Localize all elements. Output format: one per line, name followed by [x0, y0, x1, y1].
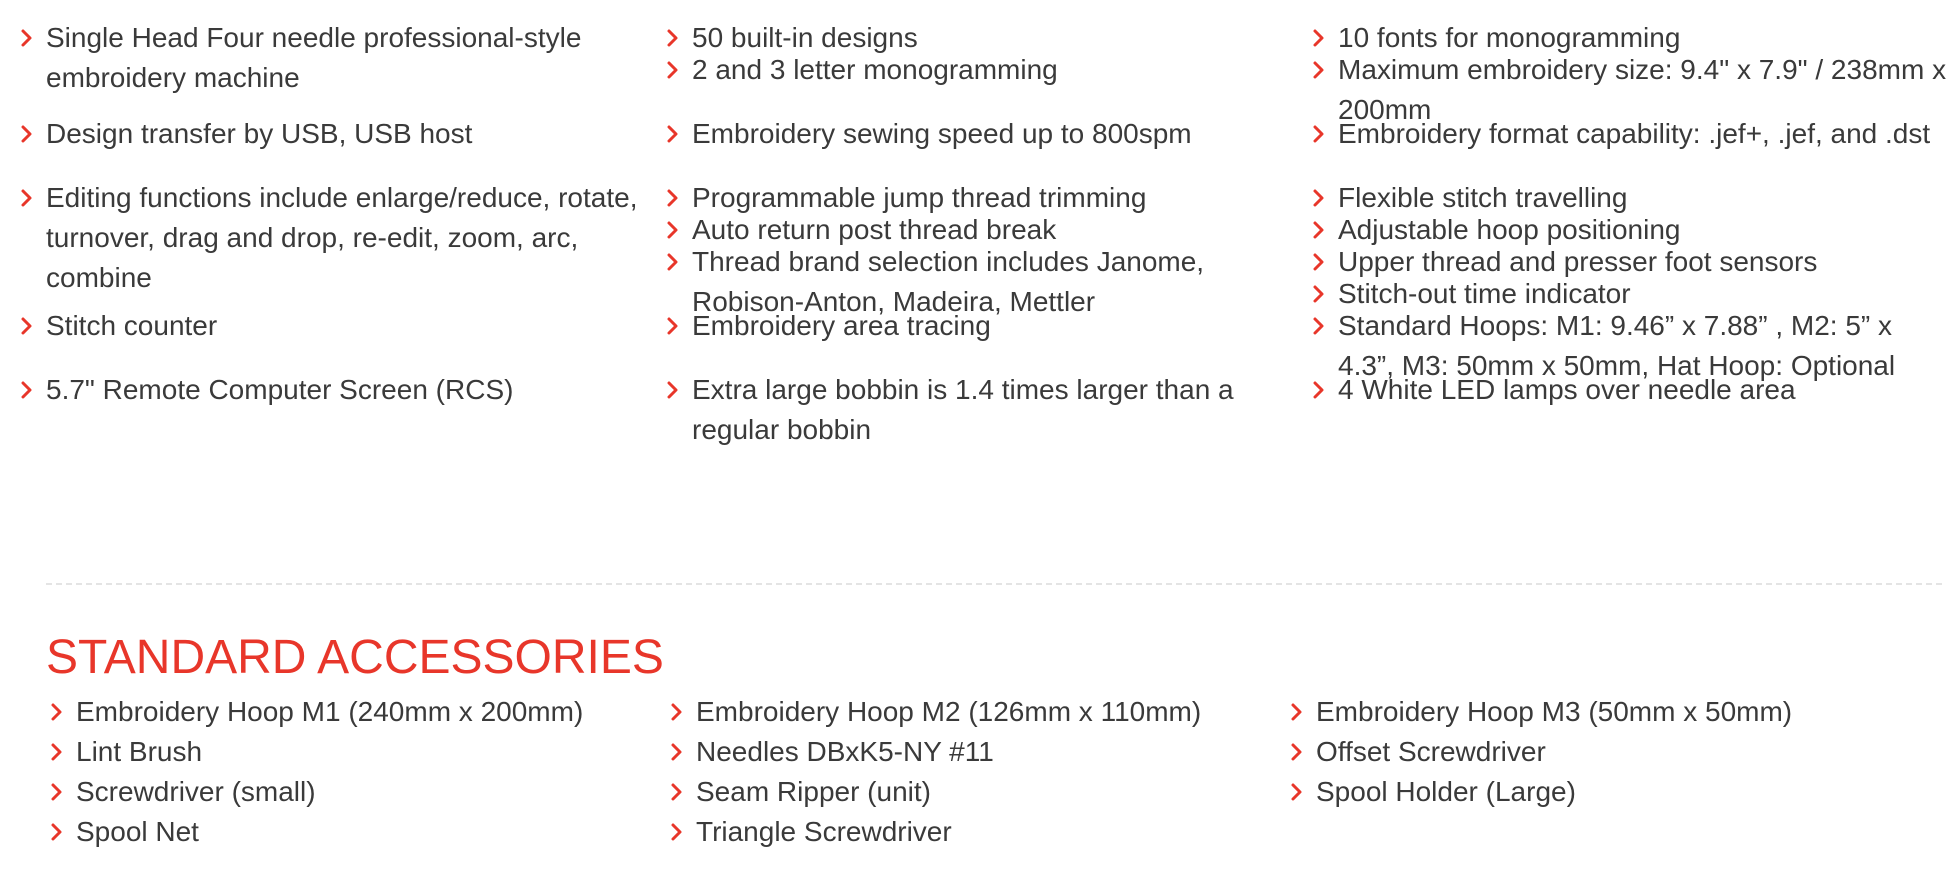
chevron-right-icon	[1286, 692, 1310, 732]
feature-item	[14, 370, 664, 410]
feature-item	[14, 306, 664, 346]
feature-text: 4 White LED lamps over needle area	[1338, 374, 1796, 405]
accessory-text: Spool Net	[76, 816, 199, 847]
feature-text: Single Head Four needle professional-style embroidery machine	[46, 22, 582, 93]
accessory-text: Seam Ripper (unit)	[696, 776, 931, 807]
feature-text: Maximum embroidery size: 9.4" x 7.9" / 238mm x 200mm	[1338, 54, 1947, 125]
feature-item	[14, 18, 664, 98]
accessory-item	[666, 732, 1286, 772]
accessory-text: Spool Holder (Large)	[1316, 776, 1576, 807]
accessory-text: Screwdriver (small)	[76, 776, 316, 807]
chevron-right-icon	[16, 178, 40, 218]
feature-text: 10 fonts for monogramming	[1338, 22, 1681, 53]
feature-item	[14, 114, 664, 154]
chevron-right-icon	[16, 114, 40, 154]
accessory-item	[46, 732, 666, 772]
chevron-right-icon	[1308, 114, 1332, 154]
chevron-right-icon	[1308, 370, 1332, 410]
chevron-right-icon	[662, 50, 686, 90]
feature-text: Editing functions include enlarge/reduce, rotate, turnover, drag and drop, re-edit, zoom, arc, combine	[46, 182, 638, 293]
chevron-right-icon	[1286, 732, 1310, 772]
chevron-right-icon	[666, 812, 690, 852]
chevron-right-icon	[46, 732, 70, 772]
feature-text: Design transfer by USB, USB host	[46, 118, 473, 149]
feature-text: Extra large bobbin is 1.4 times larger than a regular bobbin	[692, 374, 1234, 445]
chevron-right-icon	[662, 370, 686, 410]
chevron-right-icon	[666, 732, 690, 772]
accessory-text: Embroidery Hoop M3 (50mm x 50mm)	[1316, 696, 1793, 727]
feature-text: Thread brand selection includes Janome, Robison-Anton, Madeira, Mettler	[692, 246, 1205, 317]
feature-text: Standard Hoops: M1: 9.46” x 7.88” , M2: 5” x 4.3”, M3: 50mm x 50mm, Hat Hoop: Optional	[1338, 310, 1896, 381]
chevron-right-icon	[662, 242, 686, 282]
accessory-item	[666, 692, 1286, 732]
chevron-right-icon	[46, 772, 70, 812]
chevron-right-icon	[1308, 50, 1332, 90]
accessory-item	[46, 812, 666, 852]
accessory-text: Needles DBxK5-NY #11	[696, 736, 994, 767]
accessory-item	[1286, 772, 1946, 812]
feature-text: Adjustable hoop positioning	[1338, 214, 1681, 245]
accessory-item	[666, 772, 1286, 812]
accessory-text: Embroidery Hoop M1 (240mm x 200mm)	[76, 696, 584, 727]
accessory-text: Embroidery Hoop M2 (126mm x 110mm)	[696, 696, 1202, 727]
feature-item	[1306, 114, 1954, 154]
feature-text: 50 built-in designs	[692, 22, 918, 53]
chevron-right-icon	[16, 306, 40, 346]
feature-text: Embroidery format capability: .jef+, .jef, and .dst	[1338, 118, 1931, 149]
section-divider	[46, 583, 1942, 585]
chevron-right-icon	[662, 306, 686, 346]
feature-text: Flexible stitch travelling	[1338, 182, 1628, 213]
features-section	[0, 18, 1956, 548]
chevron-right-icon	[666, 772, 690, 812]
accessory-item	[1286, 732, 1946, 772]
feature-item	[660, 50, 1300, 90]
accessories-column-2	[666, 692, 1286, 852]
accessory-item	[46, 692, 666, 732]
feature-text: Stitch-out time indicator	[1338, 278, 1631, 309]
chevron-right-icon	[16, 370, 40, 410]
feature-text: Stitch counter	[46, 310, 218, 341]
accessory-text: Triangle Screwdriver	[696, 816, 952, 847]
chevron-right-icon	[46, 812, 70, 852]
accessory-text: Offset Screwdriver	[1316, 736, 1546, 767]
accessories-title: STANDARD ACCESSORIES	[46, 631, 664, 684]
accessory-item	[1286, 692, 1946, 732]
feature-text: 2 and 3 letter monogramming	[692, 54, 1058, 85]
chevron-right-icon	[16, 18, 40, 58]
feature-item	[14, 178, 664, 298]
chevron-right-icon	[1308, 306, 1332, 346]
accessories-column-1	[46, 692, 666, 852]
feature-text: Auto return post thread break	[692, 214, 1057, 245]
chevron-right-icon	[662, 114, 686, 154]
feature-item	[1306, 370, 1954, 410]
accessory-text: Lint Brush	[76, 736, 203, 767]
feature-text: 5.7" Remote Computer Screen (RCS)	[46, 374, 514, 405]
accessory-item	[666, 812, 1286, 852]
feature-text: Embroidery sewing speed up to 800spm	[692, 118, 1192, 149]
feature-item	[660, 306, 1300, 346]
feature-text: Programmable jump thread trimming	[692, 182, 1147, 213]
accessories-column-3	[1286, 692, 1946, 812]
chevron-right-icon	[46, 692, 70, 732]
feature-text: Upper thread and presser foot sensors	[1338, 246, 1818, 277]
feature-text: Embroidery area tracing	[692, 310, 991, 341]
chevron-right-icon	[666, 692, 690, 732]
feature-item	[660, 114, 1300, 154]
accessory-item	[46, 772, 666, 812]
chevron-right-icon	[1286, 772, 1310, 812]
feature-item	[660, 370, 1300, 450]
